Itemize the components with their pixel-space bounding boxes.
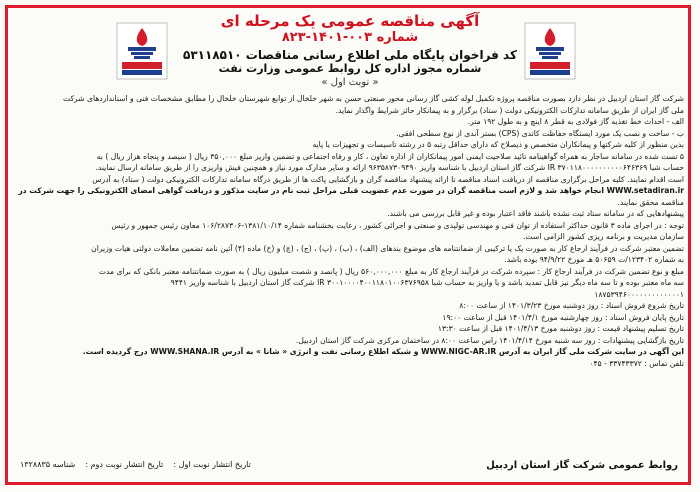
tender-code-line: کد فراخوان پایگاه ملی اطلاع رسانی مناقصات ۵۳۱۱۸۵۱۰ [183, 48, 517, 62]
body-line: تاریخ تسلیم پیشنهاد قیمت : روز دوشنبه مورخ ۱۴۰۱/۴/۱۳ قبل از ساعت ۱۳:۳۰ [437, 324, 684, 333]
body-line: بدین منظور از کلیه شرکتها و پیمانکاران متخصص و ذیصلاح که دارای حداقل رتبه ۵ در رشته تاسیسات و تجهیزات یا پایه [312, 140, 684, 149]
body-line: مبلغ و نوع تضمین شرکت در فرآیند ارجاع کار : سپرده شرکت در فرآیند ارجاع کار به مبلغ ۵۶۰,۰۰۰,۰۰۰ ریال ( پانصد و شصت میلیون ریال ) به صورت ضمانتنامه معتبر بانکی که برای مدت [98, 266, 684, 276]
body-line: ۱۸۷۵۳۹۴۶۰۰۰۰۰۰۰۰۰۰۰۰۰۱ [594, 289, 684, 299]
publish-date-second: تاریخ انتشار نوبت دوم : [85, 460, 164, 469]
body-line: سازمان مدیریت و برنامه ریزی کشور الزامی است. [522, 232, 684, 241]
body-line: تاریخ شروع فروش اسناد : روز دوشنبه مورخ ۱۴۰۱/۳/۲۳ از ساعت ۸:۰۰ [459, 301, 684, 310]
body-line: سه ماه معتبر بوده و تا سه ماه دیگر نیز قابل تمدید باشد و یا واریز به حساب شبا IR ۳۰۰۱۰۰۰۰۴۰۰۱۱۸۰۱۰۰۶۳۷۶۹۵۸ شرکت گاز استان اردبیل با شناسه واریز ۹۴۴۱ [170, 278, 684, 287]
body-line: الف - احداث خط تغذیه گاز فولادی به قطر ۸ اینچ و به طول ۱۹۲ متر. [467, 117, 684, 126]
body-line: حساب شبا IR ۳۷۰۱۱۸۰۰۰۰۰۰۰۰۰۰۶۴۶۳۶۹ شرکت گاز استان اردبیل با شناسه واریز ۹۶۳۵۸۷۳۰۹۴۹۰ ارائه و سایر مدارک مورد نیاز و همچنین فیش واریزی را از طریق سامانه ارسال نمایند. [95, 163, 684, 172]
body-line: WWW.setadiran.ir انجام خواهد شد و لازم است مناقصه گران در صورت عدم عضویت قبلی مراحل ثبت نام در سایت مذکور و دریافت گواهی امضای الکترونیکی را جهت شرکت در [18, 186, 684, 195]
body-line: است اقدام نمایند. کلیه مراحل برگزاری مناقصه از دریافت اسناد مناقصه تا ارائه پیشنهاد مناقصه گران و بازگشایی پاکت ها از طریق درگاه سامانه تدارکات الکترونیکی دولت ( ستاد) به آدرس [92, 174, 684, 184]
body-line: تلفن تماس : ۳۳۷۴۳۳۷۲ - ۰۴۵ [589, 358, 684, 368]
ad-number: شماره ۰۰۳-۱۴۰۱-۸۲۳ [281, 30, 419, 45]
body-line: تاریخ بازگشایی پیشنهادات : روز سه شنبه مورخ ۱۴۰۱/۴/۱۴ راس ساعت ۸:۰۰ در ساختمان مرکزی شرکت گاز استان اردبیل. [295, 335, 684, 345]
body-line: ۵ تست شده در سامانه ساجار به همراه گواهینامه تائید صلاحیت ایمنی امور پیمانکاران از اداره تعاون ، کار و رفاه اجتماعی و تضمین واریز مبلغ ۳۵۰,۰۰۰ ریال ( سیصد و پنجاه هزار ریال ) به [96, 151, 684, 161]
ad-title: آگهی مناقصه عمومی یک مرحله ای [220, 12, 480, 30]
body-line: ب - ساخت و نصب یک مورد ایستگاه حفاظت کاتدی (CPS) بستر آندی از نوع سطحی افقی. [396, 128, 684, 138]
ad-code: شناسه ۱۳۲۸۸۳۵ [20, 460, 76, 469]
body-line: مناقصه محقق نمایند. [617, 197, 684, 207]
ad-body [14, 93, 684, 369]
permit-line: شماره مجوز اداره کل روابط عمومی وزارت نفت [218, 62, 482, 75]
publish-date-first: تاریخ انتشار نوبت اول : [173, 460, 251, 469]
body-line: توجه : در اجرای ماده ۳ قانون حداکثر استفاده از توان فنی و مهندسی تولیدی و صنعتی و اجرائی کشور ، رعایت بخشنامه شماره ۱۳۸۱/۱۰/۱۴-۱۰۶/۲۸۷۳۰۶ معاون رئیس جمهور و رئیس [111, 220, 684, 230]
signature-line: روابط عمومی شرکت گاز استان اردبیل [486, 460, 678, 471]
round-label: « نوبت اول » [321, 77, 379, 88]
publish-info [20, 460, 251, 469]
body-line: ملی گاز ایران از طریق سامانه تدارکات الکترونیکی دولت ( ستاد) برگزار و به پیمانکار حائز شرایط واگذار نماید. [335, 105, 684, 115]
body-line: این آگهی در سایت شرکت ملی گاز ایران به آدرس WWW.NIGC-AR.IR و شبکه اطلاع رسانی نفت و انرژی « شانا » به آدرس WWW.SHANA.IR درج گردیده است. [82, 347, 684, 356]
body-line: شرکت گاز استان اردبیل در نظر دارد بصورت مناقصه پروژه تکمیل لوله کشی گاز رسانی محور صنعتی حسن به شهر خلخال از توابع شهرستان خلخال را مطابق مشخصات فنی و استانداردهای شرکت [62, 94, 684, 103]
body-line: پیشنهادهایی که در سامانه ستاد ثبت نشده باشند فاقد اعتبار بوده و غیر قابل بررسی می باشند. [387, 209, 684, 218]
body-line: تاریخ پایان فروش اسناد : روز چهارشنبه مورخ ۱۴۰۱/۴/۱ قبل از ساعت ۱۹:۰۰ [442, 312, 684, 322]
body-line: به شماره ۱۲۳۴۰۲/ت ۵۰۶۵۹ هـ مورخ ۹۴/۹/۲۲ بوده باشد. [504, 255, 684, 264]
body-line: تضمین معتبر شرکت در فرآیند ارجاع کار به صورت یک یا ترکیبی از ضمانتنامه های موضوع بندهای (الف) ، (ب) ، (پ) ، (ج) ، (چ) و (خ) ماده (۴) آئین نامه تضمین معاملات دولتی هیات وزیران [91, 243, 684, 253]
